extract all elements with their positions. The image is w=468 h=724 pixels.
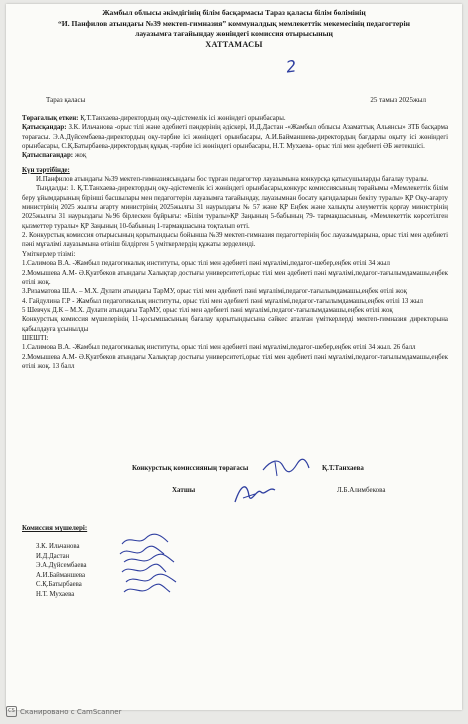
candidate-item: 1.Салимова В.А. -Жамбыл педагогикалық институты, орыс тілі мен әдебиеті пәні мұғалімі,педагог-шебер,еңбек өтілі 34 жыл bbox=[22, 260, 390, 268]
scanner-text: Сканировано с CamScanner bbox=[20, 707, 122, 716]
absent-paragraph bbox=[22, 151, 448, 160]
participants-label: Қатысқандар: bbox=[22, 124, 67, 132]
chair-signature-icon bbox=[261, 456, 311, 478]
secretary-name: Л.Б.Алимбекова bbox=[337, 486, 386, 494]
secretary-signature-icon bbox=[231, 478, 279, 508]
decided-label: ШЕШТІ: bbox=[22, 334, 49, 342]
members-title: Комиссия мүшелері: bbox=[22, 524, 88, 532]
absent-label: Қатыспағандар: bbox=[22, 152, 74, 160]
member-name: З.К. Ильчанова bbox=[36, 543, 80, 550]
camscanner-icon: CS bbox=[6, 706, 17, 717]
date: 25 тамыз 2025жыл bbox=[370, 96, 426, 104]
decision-item: 1.Салимова В.А. -Жамбыл педагогикалық институты, орыс тілі мен әдебиеті пәні мұғалімі,педагог-шебер,еңбек өтілі 34 жыл. 26 балл bbox=[22, 344, 416, 352]
candidate-item: 3.Ризаматова Ш.А. – М.Х. Дулати атындағы ТарМУ, орыс тілі мен әдебиеті пәні мұғалімі,педагог-тағылымдамашы,еңбек өтілі жоқ bbox=[22, 288, 407, 296]
chair-role: Конкурстық комиссияның төрағасы bbox=[132, 464, 249, 472]
participants-paragraph bbox=[22, 123, 448, 151]
member-name: Н.Т. Мухаева bbox=[36, 590, 75, 598]
chair-name: Қ.Т.Танхаева bbox=[322, 464, 364, 472]
document-body bbox=[22, 114, 448, 371]
member-name: А.И.Байманшева bbox=[36, 571, 86, 579]
member-name: Э.А.Дүйсембаева bbox=[36, 562, 87, 570]
handwritten-number: 2 bbox=[284, 56, 298, 77]
heard-paragraph: Тыңдалды: 1. Қ.Т.Танхаева-директордың оқу-әдістемелік ісі жөніндегі орынбасары,конкурс комиссиясының төрайымы «Мемлекеттік білім беру ұйымдарының бірінші басшылары мен педагогтерін лауазымға тағайындау, лауазымнан босату қағидаларын бекіту туралы» ҚР Оқу-ағарту министрінің 2025 жылғы ағарту министрінің 2025жылғы 31 наурыздағы № 57 және ҚР Еңбек және халықты әлеуметтік қорғау министрінің 2025жылғы 31 наурыздағы №96 бірлескен бұйрығы: «Білім туралы»ҚР Заңының 5-бабының 79- тармақшасының, «Мемлекеттік көрсетілген қызметтер туралы» ҚР Заңының 10-бабының 1-тармақшасына тоқталып өтті. bbox=[22, 185, 448, 230]
agenda-item: И.Панфилов атындағы №39 мектеп-гимназиясындағы бос тұрған педагогтер лауазымына конкурсқа қатысушыларды бағалау туралы. bbox=[36, 176, 429, 184]
scanner-footer bbox=[6, 706, 121, 717]
candidate-item: 5 Шевчук Д.К – М.Х. Дулати атындағы ТарМУ, орыс тілі мен әдебиеті пәні мұғалімі,педагог-тағылымдамашы,еңбек өтілі жоқ bbox=[22, 306, 393, 314]
document-header bbox=[22, 8, 446, 50]
chair-text: Қ.Т.Танхаева-директордың оқу-әдістемелік ісі жөніндегі орынбасары. bbox=[78, 115, 286, 122]
candidates-label: Үміткерлер тізімі: bbox=[22, 250, 76, 258]
absent-text: жоқ bbox=[73, 152, 87, 160]
member-name: И.Д.Дастан bbox=[36, 552, 70, 560]
agenda-label: Күн тәртібінде: bbox=[22, 166, 70, 174]
chair-label: Төрағалық еткен: bbox=[22, 115, 79, 122]
header-line-1: Жамбыл облысы әкімдігінің білім басқармасы Тараз қаласы білім бөлімінің bbox=[102, 8, 366, 17]
decision-item: 2.Момышева А.М- Ә.Қуатбеков атындағы Халықтар достығы университеті,орыс тілі мен әдебиеті пәні мұғалімі,педагог-тағылымдамашы,еңбек өтілі жоқ. 13 балл bbox=[22, 353, 448, 370]
point-2: 2. Конкурстық комиссия отырысының қорытындысы бойынша №39 мектеп-гимназия педагогтерінің бос лауазымдарына, орыс тілі мен әдебиеті пәні мұғалімі лауазымына өтініш білдірген 5 үміткерлердің құжаты зерделенді. bbox=[22, 232, 448, 249]
members-list bbox=[36, 542, 87, 600]
secretary-role: Хатшы bbox=[172, 486, 196, 494]
member-name: С.Қ.Батырбаева bbox=[36, 581, 82, 589]
city: Тараз қаласы bbox=[46, 96, 86, 104]
document-title: ХАТТАМАСЫ bbox=[205, 39, 263, 49]
document-page bbox=[6, 4, 462, 710]
header-line-2: “И. Панфилов атындағы №39 мектеп-гимназия” коммуналдық мемлекеттік мекемесінің педагогтерін bbox=[58, 18, 410, 28]
chair-paragraph bbox=[22, 114, 448, 123]
candidate-item: 2.Момышева А.М- Ә.Қуатбеков атындағы Халықтар достығы университеті,орыс тілі мен әдебиеті пәні мұғалімі,педагог-тағылымдамашы,еңбек өтілі жоқ. bbox=[22, 269, 448, 286]
meta-row bbox=[46, 96, 426, 104]
header-line-3: лауазымға тағайындау жөніндегі комиссия отырысының bbox=[135, 29, 333, 39]
candidate-item: 4. Гайдулина Г.Р - Жамбыл педагогикалық институты, орыс тілі мен әдебиеті пәні мұғалімі,педагог-тағылымдамашы,еңбек өтілі 13 жыл bbox=[22, 297, 423, 305]
participants-text: З.К. Ильчанова -орыс тілі және әдебиеті пәндерінің әдіскері, И.Д.Дастан -«Жамбыл облысы Азаматтық Альянсы» ЗТБ басқарма төрағасы. Э.А.Дүйсембаева-директордың оқу-тәрбие ісі жөніндегі орынбасары, А.И.Байманшева-директордың бағдарлы оқыту ісі жөніндегі орынбасары, С.Қ.Батырбаева-директордың құқық -тәрбие ісі жөніндегі орынбасары, Н.Т. Мухаева- орыс тілі мен әдебиеті ӘБ жетекшісі. bbox=[22, 124, 448, 151]
members-signatures-icon bbox=[116, 532, 186, 598]
result-text: Конкурстық комиссия мүшелерінің 11-қосымшасының бағалау қорытындысына сәйкес аталған үміткерлерді мектеп-гимназия директорына қабылдауға ұсынылды bbox=[22, 316, 448, 333]
